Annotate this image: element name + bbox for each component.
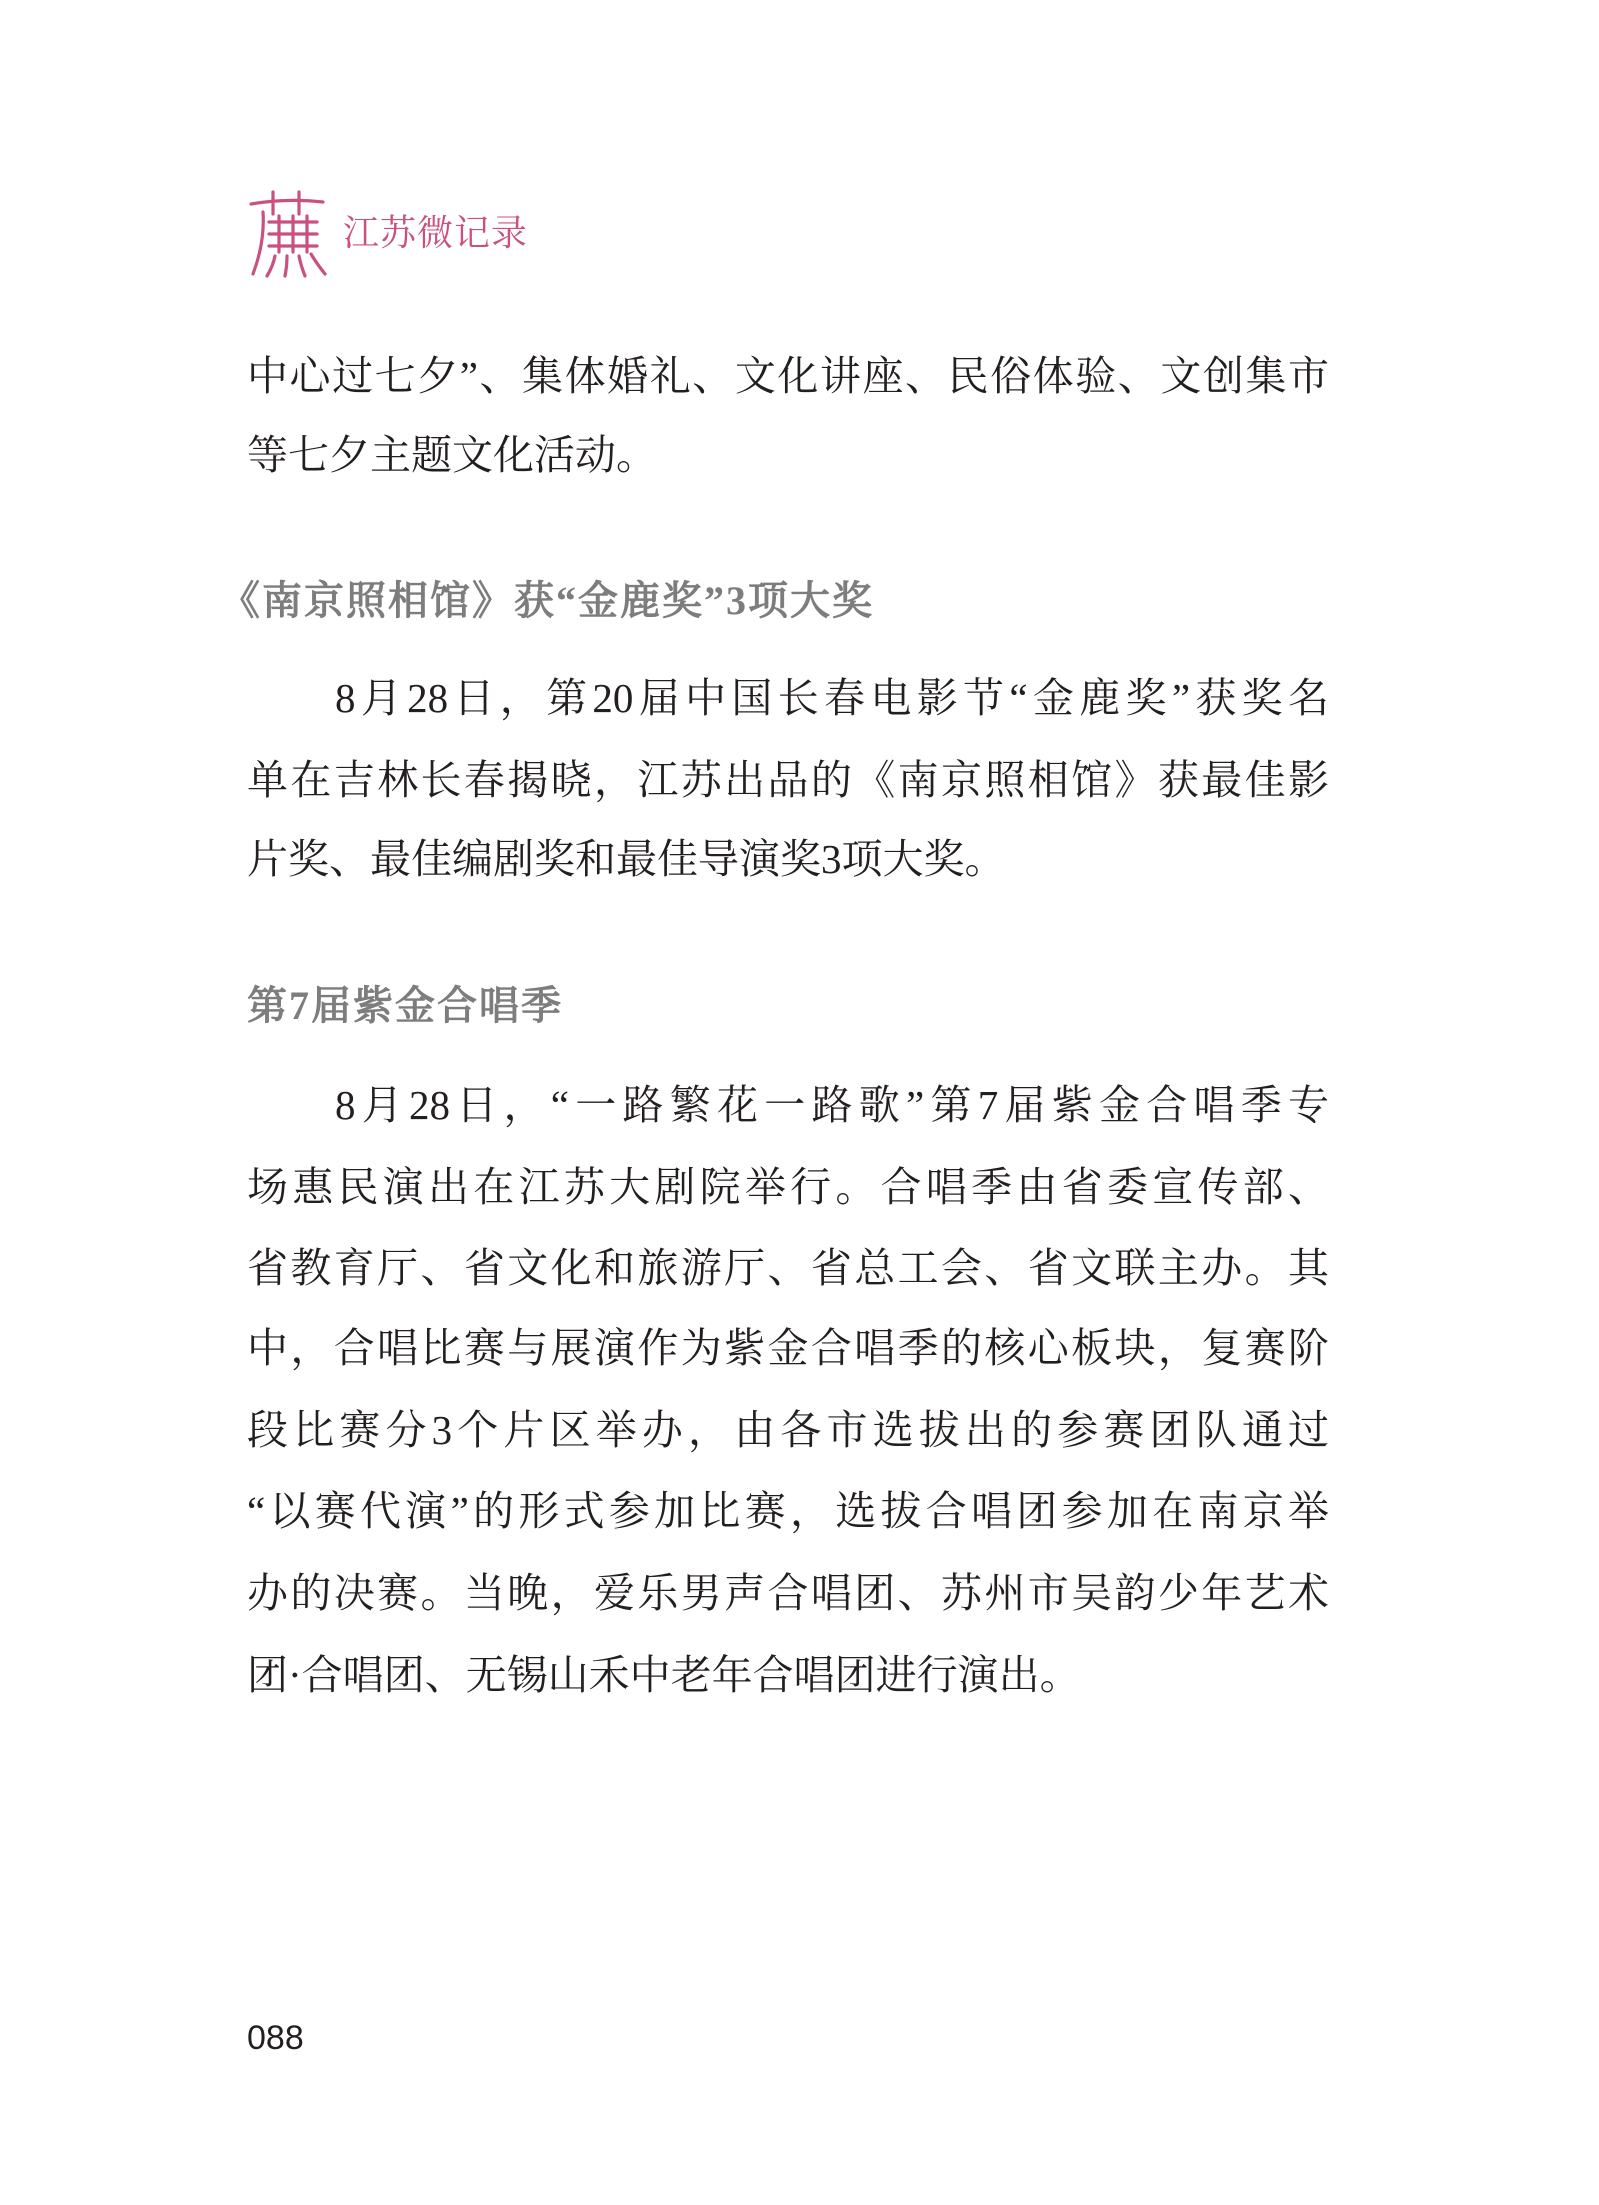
article-2-line: “以赛代演”的形式参加比赛，选拔合唱团参加在南京举 [247, 1488, 1329, 1534]
article-heading: 《南京照相馆》获“金鹿奖”3项大奖 [220, 578, 874, 623]
article-2-line: 中，合唱比赛与展演作为紫金合唱季的核心板块，复赛阶 [247, 1325, 1329, 1371]
article-1-line: 8月28日，第20届中国长春电影节“金鹿奖”获奖名 [335, 675, 1329, 721]
jiangsu-logo-icon [247, 190, 327, 278]
article-2-line: 团·合唱团、无锡山禾中老年合唱团进行演出。 [247, 1652, 1081, 1698]
column-title: 江苏微记录 [343, 212, 529, 253]
page-number: 088 [247, 2019, 304, 2057]
intro-paragraph-line: 中心过七夕”、集体婚礼、文化讲座、民俗体验、文创集市 [247, 353, 1329, 399]
article-2-line: 段比赛分3个片区举办，由各市选拔出的参赛团队通过 [247, 1407, 1329, 1453]
article-2-line: 省教育厅、省文化和旅游厅、省总工会、省文联主办。其 [247, 1245, 1329, 1291]
article-2-line: 场惠民演出在江苏大剧院举行。合唱季由省委宣传部、 [247, 1164, 1329, 1210]
article-1-line: 单在吉林长春揭晓，江苏出品的《南京照相馆》获最佳影 [247, 757, 1329, 803]
intro-paragraph-line: 等七夕主题文化活动。 [247, 432, 657, 478]
article-2-line: 办的决赛。当晚，爱乐男声合唱团、苏州市吴韵少年艺术 [247, 1570, 1329, 1616]
article-2-line: 8月28日，“一路繁花一路歌”第7届紫金合唱季专 [335, 1082, 1329, 1128]
article-heading: 第7届紫金合唱季 [247, 983, 563, 1028]
article-1-line: 片奖、最佳编剧奖和最佳导演奖3项大奖。 [247, 836, 1006, 882]
